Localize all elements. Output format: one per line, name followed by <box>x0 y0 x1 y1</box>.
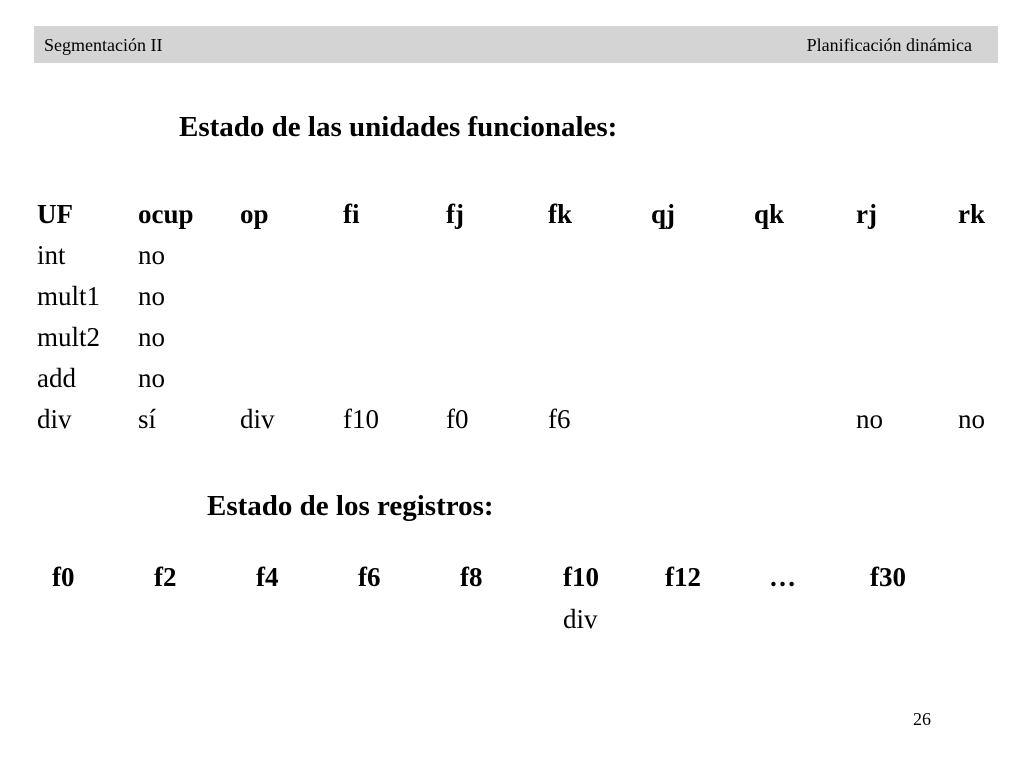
fu-table-cell: mult1 <box>37 281 101 311</box>
header-left-title: Segmentación II <box>44 35 163 55</box>
fu-column-header: rk <box>958 199 985 229</box>
register-name: f4 <box>256 562 279 592</box>
register-name: f30 <box>870 562 906 592</box>
register-name: … <box>769 562 796 592</box>
fu-table-cell: no <box>856 404 883 434</box>
fu-table-cell: no <box>958 404 985 434</box>
fu-table-cell: f10 <box>343 404 379 434</box>
header-right-title: Planificación dinámica <box>806 35 972 55</box>
register-value: div <box>563 604 598 634</box>
register-name: f12 <box>665 562 701 592</box>
fu-table-cell: no <box>138 281 165 311</box>
fu-table-cell: sí <box>138 404 157 434</box>
register-name: f10 <box>563 562 599 592</box>
fu-column-header: rj <box>856 199 877 229</box>
fu-table-cell: div <box>37 404 72 434</box>
fu-table-cell: no <box>138 363 165 393</box>
fu-table-cell: mult2 <box>37 322 101 352</box>
functional-units-title: Estado de las unidades funcionales: <box>179 111 618 143</box>
registers-title: Estado de los registros: <box>207 490 494 522</box>
fu-column-header: fj <box>446 199 464 229</box>
fu-table-cell: add <box>37 363 76 393</box>
fu-column-header: qk <box>754 199 785 229</box>
fu-table-cell: no <box>138 322 165 352</box>
fu-table-cell: f6 <box>548 404 571 434</box>
fu-column-header: qj <box>651 199 676 229</box>
fu-table-cell: int <box>37 240 66 270</box>
register-name: f2 <box>154 562 177 592</box>
fu-table-cell: no <box>138 240 165 270</box>
slide-header-bar <box>34 26 998 63</box>
fu-column-header: fk <box>548 199 573 229</box>
fu-column-header: fi <box>343 199 360 229</box>
register-name: f0 <box>52 562 75 592</box>
register-name: f6 <box>358 562 381 592</box>
fu-column-header: op <box>240 199 269 229</box>
fu-column-header: ocup <box>138 199 194 229</box>
fu-column-header: UF <box>37 199 73 229</box>
fu-table-cell: f0 <box>446 404 469 434</box>
page-number: 26 <box>913 709 931 729</box>
register-name: f8 <box>460 562 483 592</box>
fu-table-cell: div <box>240 404 275 434</box>
